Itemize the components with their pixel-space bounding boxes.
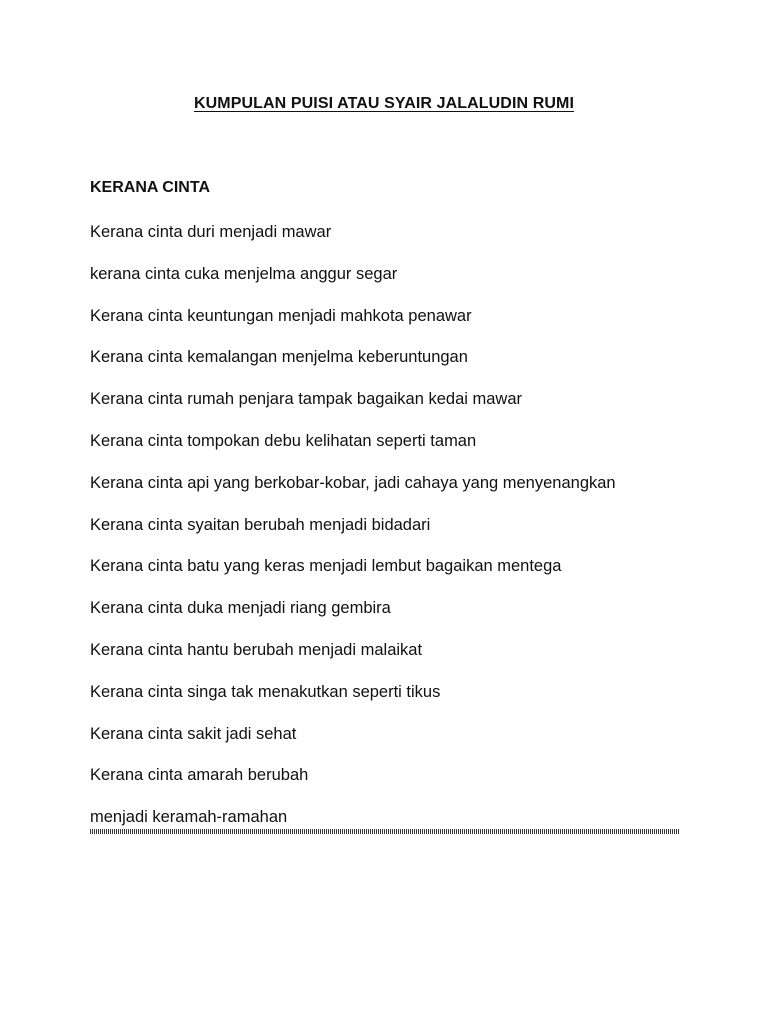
poem-line: Kerana cinta keuntungan menjadi mahkota penawar xyxy=(90,306,472,325)
poem-line: menjadi keramah-ramahan xyxy=(90,808,288,827)
poem-line: Kerana cinta rumah penjara tampak bagaikan kedai mawar xyxy=(90,390,522,409)
poem-line: Kerana cinta duka menjadi riang gembira xyxy=(90,599,391,618)
poem-line: Kerana cinta tompokan debu kelihatan seperti taman xyxy=(90,431,477,450)
poem-line: Kerana cinta hantu berubah menjadi malaikat xyxy=(90,640,423,659)
dotted-divider xyxy=(90,829,679,834)
poem-line: Kerana cinta syaitan berubah menjadi bidadari xyxy=(90,515,431,534)
poem-line: Kerana cinta duri menjadi mawar xyxy=(90,223,332,241)
document-title: KUMPULAN PUISI ATAU SYAIR JALALUDIN RUMI xyxy=(193,95,574,112)
poem-title: KERANA CINTA xyxy=(90,179,210,196)
poem-line: Kerana cinta sakit jadi sehat xyxy=(90,724,297,743)
poem-lines xyxy=(90,222,690,849)
poem-line: Kerana cinta kemalangan menjelma keberuntungan xyxy=(90,348,468,367)
poem-line: Kerana cinta batu yang keras menjadi lembut bagaikan mentega xyxy=(90,557,562,576)
poem-line: Kerana cinta singa tak menakutkan seperti tikus xyxy=(90,682,441,701)
poem-line: Kerana cinta amarah berubah xyxy=(90,766,309,785)
poem-line: kerana cinta cuka menjelma anggur segar xyxy=(90,264,398,283)
poem-line: Kerana cinta api yang berkobar-kobar, jadi cahaya yang menyenangkan xyxy=(90,473,616,492)
